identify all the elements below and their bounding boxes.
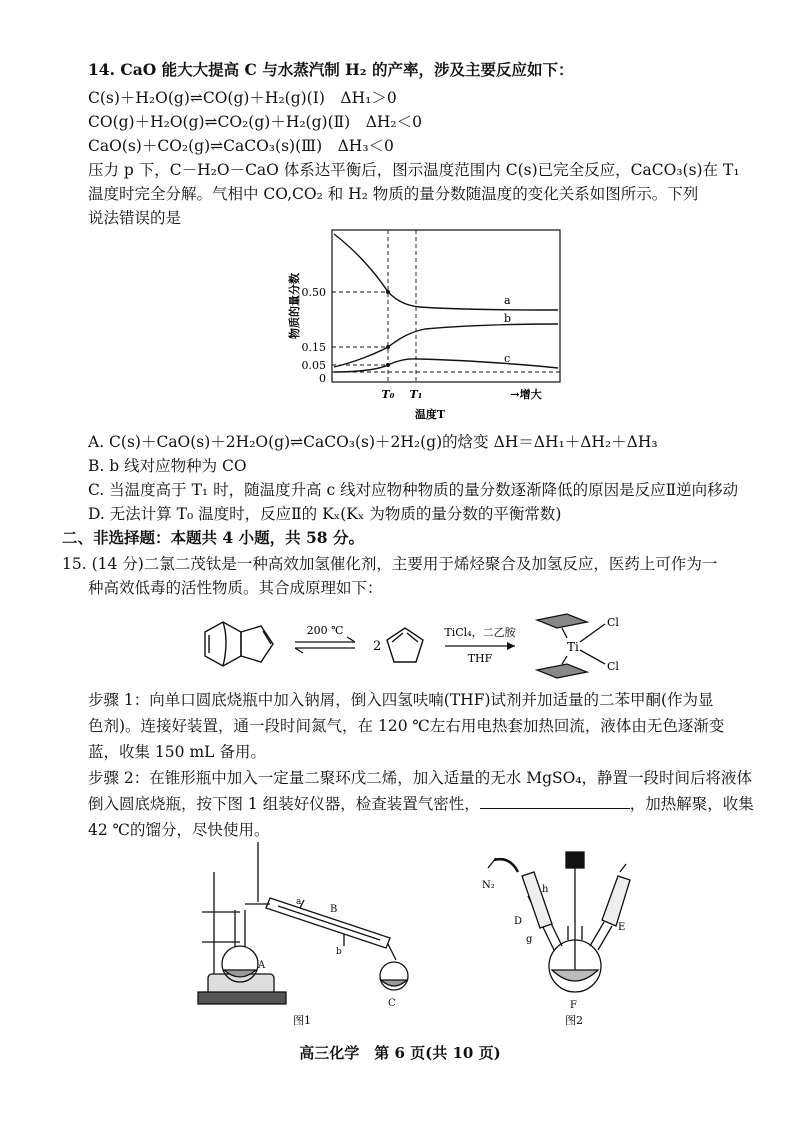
ytick-005: 0.05: [301, 359, 326, 372]
q15-step1-line2: 色剂)。连接好装置，通一段时间氮气，在 120 ℃左右用电热套加热回流，液体由无色逐渐变: [88, 717, 725, 735]
cyclopentadiene-structure: [387, 628, 423, 662]
y-axis-label: 物质的量分数: [288, 273, 301, 339]
scheme-ti: Ti: [567, 640, 579, 654]
section-2-heading: 二、非选择题：本题共 4 小题，共 58 分。: [62, 528, 364, 547]
fig2-label-h: h: [542, 884, 549, 895]
q14-intro: 14. CaO 能大大提高 C 与水蒸汽制 H₂ 的产率，涉及主要反应如下：: [88, 60, 574, 79]
q14-reaction-1: C(s)＋H₂O(g)⇌CO(g)＋H₂(g)(Ⅰ) ΔH₁＞0: [88, 89, 397, 107]
series-a-label: a: [504, 294, 511, 307]
x-arrow-label: →增大: [510, 388, 542, 401]
q15-step2-line3: 42 ℃的馏分，尽快使用。: [88, 821, 270, 839]
mole-fraction-chart: [280, 222, 610, 428]
fig1-label-a: a: [296, 897, 302, 907]
ytick-0: 0: [319, 372, 326, 385]
q15-intro-1: 15. (14 分)二氯二茂钛是一种高效加氢催化剂，主要用于烯烃聚合及加氢反应，医药上可作为一: [62, 555, 718, 573]
point-b-t0: [386, 345, 390, 349]
xtick-t1: T₁: [409, 388, 423, 401]
q14-description-3: 说法错误的是: [88, 209, 182, 227]
figure-2-reaction-setup: [470, 846, 640, 1032]
fig2-label-n2: N₂: [482, 880, 495, 891]
ytick-015: 0.15: [301, 341, 326, 354]
q14-option-c: C. 当温度高于 T₁ 时，随温度升高 c 线对应物种物质的量分数逐渐降低的原因是反应Ⅱ逆向移动: [88, 481, 739, 499]
scheme-condition-1: 200 ℃: [306, 624, 344, 637]
answer-blank[interactable]: [480, 794, 630, 809]
series-a-line: [334, 234, 558, 310]
dicyclopentadiene-structure: [205, 622, 273, 666]
q14-reaction-2: CO(g)＋H₂O(g)⇌CO₂(g)＋H₂(g)(Ⅱ) ΔH₂＜0: [88, 113, 422, 131]
q14-option-a: A. C(s)＋CaO(s)＋2H₂O(g)⇌CaCO₃(s)＋2H₂(g)的焓变 ΔH＝ΔH₁＋ΔH₂＋ΔH₃: [88, 433, 658, 451]
series-c-label: c: [504, 352, 511, 365]
fig1-caption: 图1: [293, 1014, 311, 1027]
scheme-coefficient: 2: [373, 639, 382, 654]
fig2-caption: 图2: [565, 1014, 583, 1027]
fig1-label-C: C: [388, 998, 396, 1009]
q15-step1-line1: 步骤 1：向单口圆底烧瓶中加入钠屑，倒入四氢呋喃(THF)试剂并加适量的二苯甲酮(作为显: [88, 691, 714, 709]
ytick-050: 0.50: [301, 286, 326, 299]
point-c-t0: [386, 363, 390, 367]
fig2-label-D: D: [514, 916, 523, 927]
q14-option-d: D. 无法计算 T₀ 温度时，反应Ⅱ的 Kₓ(Kₓ 为物质的量分数的平衡常数): [88, 505, 562, 523]
fig2-label-F: F: [570, 1000, 577, 1011]
synthesis-scheme: [195, 604, 645, 686]
scheme-solvent: THF: [467, 652, 493, 665]
fig2-label-g: g: [526, 934, 533, 945]
page-footer: 高三化学 第 6 页(共 10 页): [299, 1044, 501, 1062]
x-axis-label: 温度T: [414, 408, 446, 421]
q14-reaction-3: CaO(s)＋CO₂(g)⇌CaCO₃(s)(Ⅲ) ΔH₃＜0: [88, 137, 394, 155]
q14-option-b: B. b 线对应物种为 CO: [88, 457, 247, 475]
fig1-label-A: A: [258, 960, 266, 971]
q14-description-2: 温度时完全分解。气相中 CO,CO₂ 和 H₂ 物质的量分数随温度的变化关系如图所示。下列: [88, 185, 699, 203]
q15-step2-line2: [88, 794, 754, 814]
q15-step2-line2b: ，加热解聚，收集: [629, 795, 754, 813]
series-b-line: [334, 324, 558, 367]
q15-intro-2: 种高效低毒的活性物质。其合成原理如下：: [88, 579, 383, 597]
scheme-cl-1: Cl: [607, 616, 619, 629]
series-b-label: b: [504, 312, 512, 325]
point-a-t0: [386, 290, 390, 294]
xtick-t0: T₀: [381, 388, 395, 401]
scheme-condition-2: TiCl₄，二乙胺: [444, 626, 516, 639]
fig1-label-b: b: [336, 947, 342, 957]
q15-step1-line3: 蓝，收集 150 mL 备用。: [88, 743, 266, 761]
q15-step2-line1: 步骤 2：在锥形瓶中加入一定量二聚环戊二烯，加入适量的无水 MgSO₄，静置一段时间后将液体: [88, 769, 753, 787]
fig2-label-E: E: [618, 922, 626, 933]
scheme-cl-2: Cl: [607, 660, 619, 673]
fig1-label-B: B: [330, 904, 338, 915]
figure-1-distillation: [180, 842, 430, 1032]
q15-step2-line2a: 倒入圆底烧瓶，按下图 1 组装好仪器，检查装置气密性，: [88, 795, 480, 813]
q14-description-1: 压力 p 下，C－H₂O－CaO 体系达平衡后，图示温度范围内 C(s)已完全反应，CaCO₃(s)在 T₁: [88, 161, 740, 179]
